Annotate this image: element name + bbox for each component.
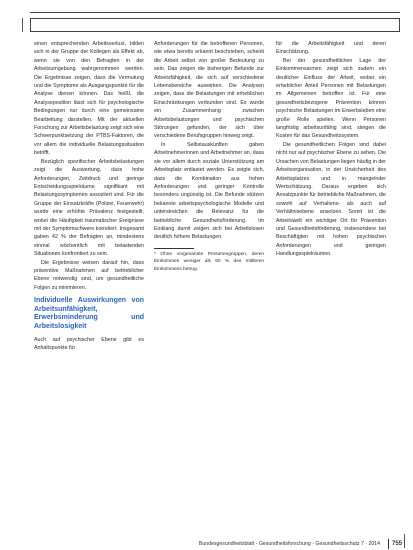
paragraph: für die Arbeitsfähigkeit und deren Einschätzung.: [276, 41, 386, 56]
paragraph: einen entsprechenden Arbeitsverlust, bilden sich in der Gruppe der Kollegen als Effekt ab, wenn sie von den Befragten in der Arbeitsumgebung wahrgenommen werden. Die Ergebnisse zeigen, dass die Vermutung und die Symptome als Ausgangspunkte für die Analyse dienen können. Das heißt, die Analyseposition lässt sich für psychologische Bedingungen nur durch eine gemeinsame Bearbeitung darstellen. Mit der aktuellen Forschung zur Arbeitsbelastung zeigt sich eine Schwerpunktsetzung der PTBS-Faktoren, die vor allem die individuelle Belastungssituation betrifft.: [34, 41, 144, 157]
paragraph: Die gesundheitlichen Folgen sind dabei nicht nur auf psychischer Ebene zu sehen. Die Ursachen von Belastungen liegen häufig in der Arbeitsorganisation, in der Unsicherheit des Arbeitsplatzes und in mangelnder Wertschätzung. Daraus ergeben sich Ansatzpunkte für betriebliche Maßnahmen, die sowohl auf Verhaltens- als auch auf Verhältnisebene ansetzen. Somit ist die Arbeitswelt ein wichtiger Ort für Prävention und Gesundheitsförderung, insbesondere bei Beschäftigten mit hohen psychischen Anforderungen und geringen Handlungsspielräumen.: [276, 141, 386, 258]
paragraph: Bezüglich spezifischer Arbeitsbelastungen zeigt die Auswertung, dass hohe Anforderungen, Zeitdruck und geringe Entscheidungsspielräume signifikant mit Belastungssymptomen assoziiert sind. Für die Gruppe der Einsatzkräfte (Polizei, Feuerwehr) wurde eine erhöhte Prävalenz festgestellt, wobei die Häufigkeit traumatischer Ereignisse mit der Symptomschwere korreliert. Insgesamt gaben 42 % der Befragten an, mindestens einmal wöchentlich mit belastenden Situationen konfrontiert zu sein.: [34, 158, 144, 258]
journal-citation: Bundesgesundheitsblatt - Gesundheitsforschung - Gesundheitsschutz 7 · 2014: [198, 541, 380, 547]
crop-mark: [404, 534, 405, 548]
page-number: 755: [388, 539, 402, 549]
text-column-2: [154, 40, 264, 273]
text-column-3: [276, 40, 386, 259]
text-column-1: [34, 40, 144, 352]
paragraph: In Selbstauskünften gaben Arbeitnehmerinnen und Arbeitnehmer an, dass sie vor allem durch soziale Unterstützung am Arbeitsplatz entlastet werden. Es zeigte sich, dass die Kombination aus hohen Anforderungen und geringer Kontrolle besonders ungünstig ist. Die Befunde stützen bekannte arbeitspsychologische Modelle und unterstreichen die Relevanz für die betriebliche Gesundheitsförderung. Im Einklang damit zeigen sich bei Arbeitslosen deutlich höhere Belastungen.: [154, 141, 264, 241]
header-box: [30, 18, 400, 32]
paragraph: Bei der gesundheitlichen Lage der Einkommensarmen zeigt sich zudem ein deutlicher Einfluss der Arbeit, wobei ein erheblicher Anteil Personen mit Belastungen im Allgemeinen betroffen ist. Für eine gesundheitsbezogene Prävention können psychische Belastungen im Erwerbsleben eine große Rolle spielen. Wenn Personen langfristig arbeitsunfähig sind, steigen die Kosten für das Gesundheitssystem.: [276, 57, 386, 140]
paragraph: Die Ergebnisse weisen darauf hin, dass präventive Maßnahmen auf betrieblicher Ebene notwendig sind, um gesundheitliche Folgen zu minimieren.: [34, 259, 144, 291]
crop-mark: [22, 18, 23, 32]
paragraph: Auch auf psychischer Ebene gibt es Anhaltspunkte für: [34, 336, 144, 351]
footnote-rule: [154, 248, 194, 249]
top-rule: [30, 12, 400, 13]
page-footer: [30, 539, 402, 549]
paragraph: Anforderungen für die betroffenen Personen, wie etwa bereits erkannt beschrieben, scheint die Arbeit selbst von großer Bedeutung zu sein. Das zeigen die bisherigen Befunde zur Arbeitsfähigkeit, die sich auf verschiedene Lebensbereiche auswirken. Die Analysen zeigen, dass die Belastungen mit erheblichen Einschränkungen verbunden sind. Es wurde ein Zusammenhang zwischen Arbeitsbelastungen und psychischen Störungen gefunden, der sich über verschiedene Berufsgruppen hinweg zeigt.: [154, 41, 264, 140]
section-heading: Individuelle Auswirkungen von Arbeitsunfähigkeit, Erwerbsminderung und Arbeitslosigkeit: [34, 297, 144, 330]
footnote: * Ohne vorgenannte Personengruppen, deren Einkommen weniger als 60 % des mittleren Einkommens betrug.: [154, 251, 264, 272]
